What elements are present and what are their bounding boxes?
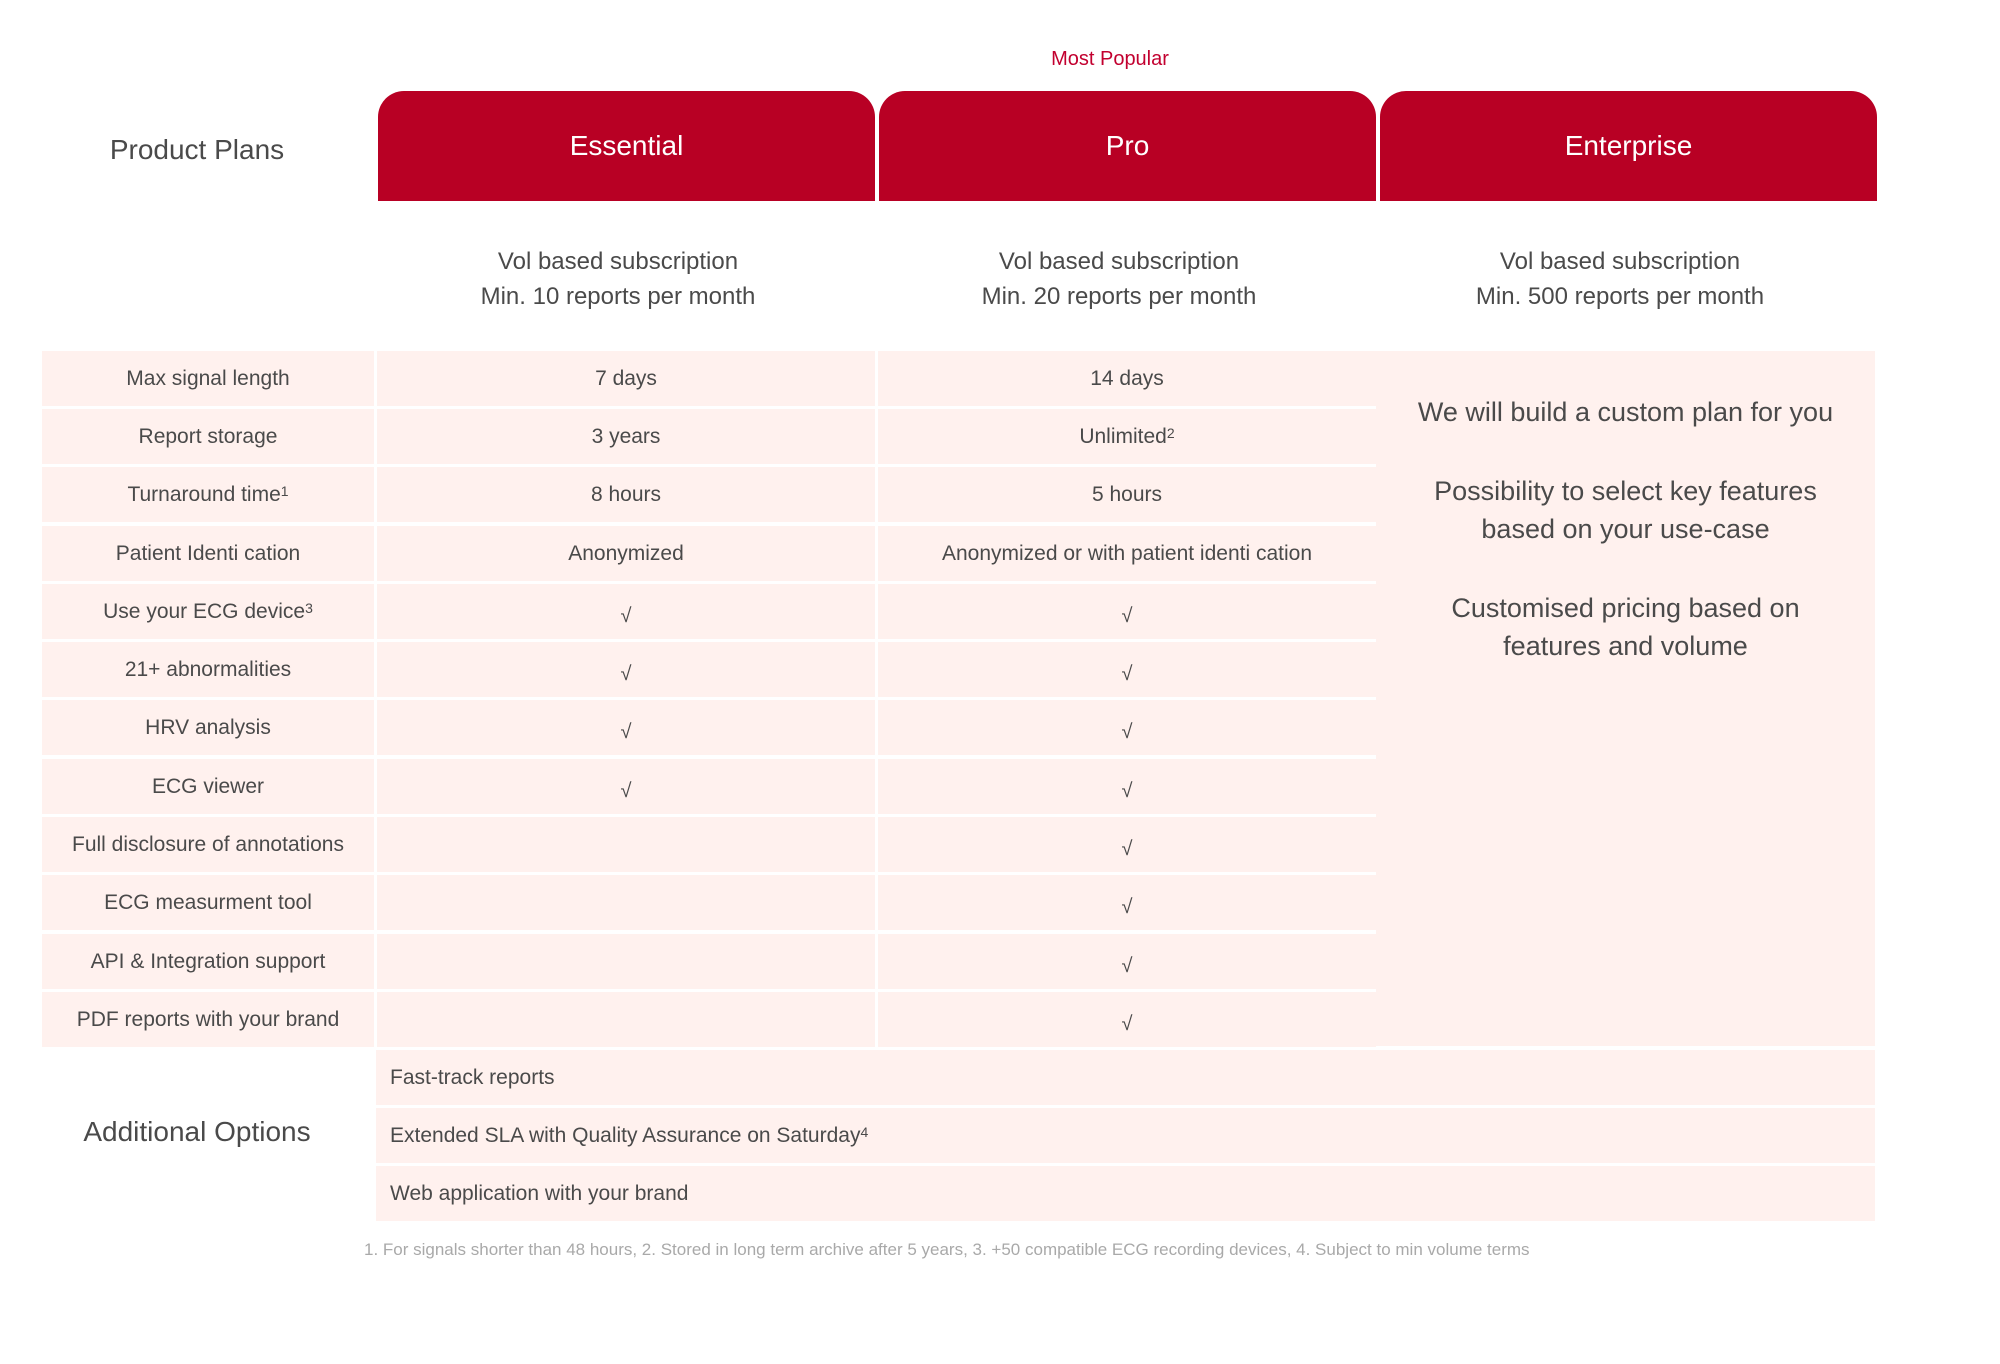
feature-label: ECG measurment tool — [42, 875, 374, 930]
feature-label: Use your ECG device $^3$ — [42, 584, 374, 639]
enterprise-features-line: Possibility to select key features based on your use-case — [1434, 476, 1817, 544]
feature-label: Max signal length — [42, 351, 374, 406]
check-icon: √ — [377, 759, 875, 814]
subscription-minimum: Min. 10 reports per month — [480, 283, 756, 310]
enterprise-custom-line: We will build a custom plan for you — [1417, 397, 1834, 427]
check-icon: √ — [878, 934, 1376, 989]
feature-value-essential: 3 years — [377, 409, 875, 464]
additional-option: Fast-track reports — [376, 1050, 1875, 1105]
subscription-minimum: Min. 20 reports per month — [981, 283, 1257, 310]
feature-label: Report storage — [42, 409, 374, 464]
subscription-type: Vol based subscription — [998, 248, 1240, 275]
additional-option: Web application with your brand — [376, 1166, 1875, 1221]
feature-value-essential — [377, 875, 875, 930]
check-icon: √ — [377, 584, 875, 639]
most-popular-label: Most Popular — [1051, 48, 1169, 70]
feature-label: 21+ abnormalities — [42, 642, 374, 697]
feature-value-essential — [377, 992, 875, 1047]
check-icon: √ — [878, 642, 1376, 697]
feature-label: Full disclosure of annotations — [42, 817, 374, 872]
feature-value-essential — [377, 817, 875, 872]
check-icon: √ — [878, 992, 1376, 1047]
feature-label: Turnaround time $^1$ — [42, 467, 374, 522]
feature-value-essential: 7 days — [377, 351, 875, 406]
plan-header-pro: Pro — [879, 91, 1376, 201]
feature-value-essential: 8 hours — [377, 467, 875, 522]
plan-header-essential: Essential — [378, 91, 875, 201]
enterprise-custom-plan — [1376, 351, 1875, 1046]
check-icon: √ — [878, 817, 1376, 872]
feature-value-pro: Unlimited $^2$ — [878, 409, 1376, 464]
subscription-type: Vol based subscription — [497, 248, 739, 275]
plan-header-enterprise: Enterprise — [1380, 91, 1877, 201]
check-icon: √ — [878, 700, 1376, 755]
feature-value-pro: 5 hours — [878, 467, 1376, 522]
subscription-minimum: Min. 500 reports per month — [1475, 283, 1765, 310]
subscription-enterprise — [1380, 244, 1860, 316]
check-icon: √ — [377, 642, 875, 697]
feature-label: API & Integration support — [42, 934, 374, 989]
product-plans-heading: Product Plans — [109, 134, 285, 165]
feature-label: ECG viewer — [42, 759, 374, 814]
feature-value-pro: 14 days — [878, 351, 1376, 406]
feature-value-pro: Anonymized or with patient identi cation — [878, 526, 1376, 581]
additional-options-heading: Additional Options — [83, 1116, 311, 1147]
enterprise-pricing-line: Customised pricing based on features and volume — [1451, 593, 1800, 661]
footnote: 1. For signals shorter than 48 hours, 2. Stored in long term archive after 5 years, 3. +50 compatible ECG recording devices, 4. Subject to min volume terms — [364, 1240, 1530, 1259]
check-icon: √ — [878, 759, 1376, 814]
feature-label: Patient Identi cation — [42, 526, 374, 581]
feature-label: HRV analysis — [42, 700, 374, 755]
feature-value-essential — [377, 934, 875, 989]
subscription-essential — [378, 244, 858, 316]
additional-option: Extended SLA with Quality Assurance on Saturday $^4$ — [376, 1108, 1875, 1163]
check-icon: √ — [878, 875, 1376, 930]
subscription-pro — [879, 244, 1359, 316]
feature-label: PDF reports with your brand — [42, 992, 374, 1047]
check-icon: √ — [377, 700, 875, 755]
feature-value-essential: Anonymized — [377, 526, 875, 581]
check-icon: √ — [878, 584, 1376, 639]
subscription-type: Vol based subscription — [1499, 248, 1741, 275]
